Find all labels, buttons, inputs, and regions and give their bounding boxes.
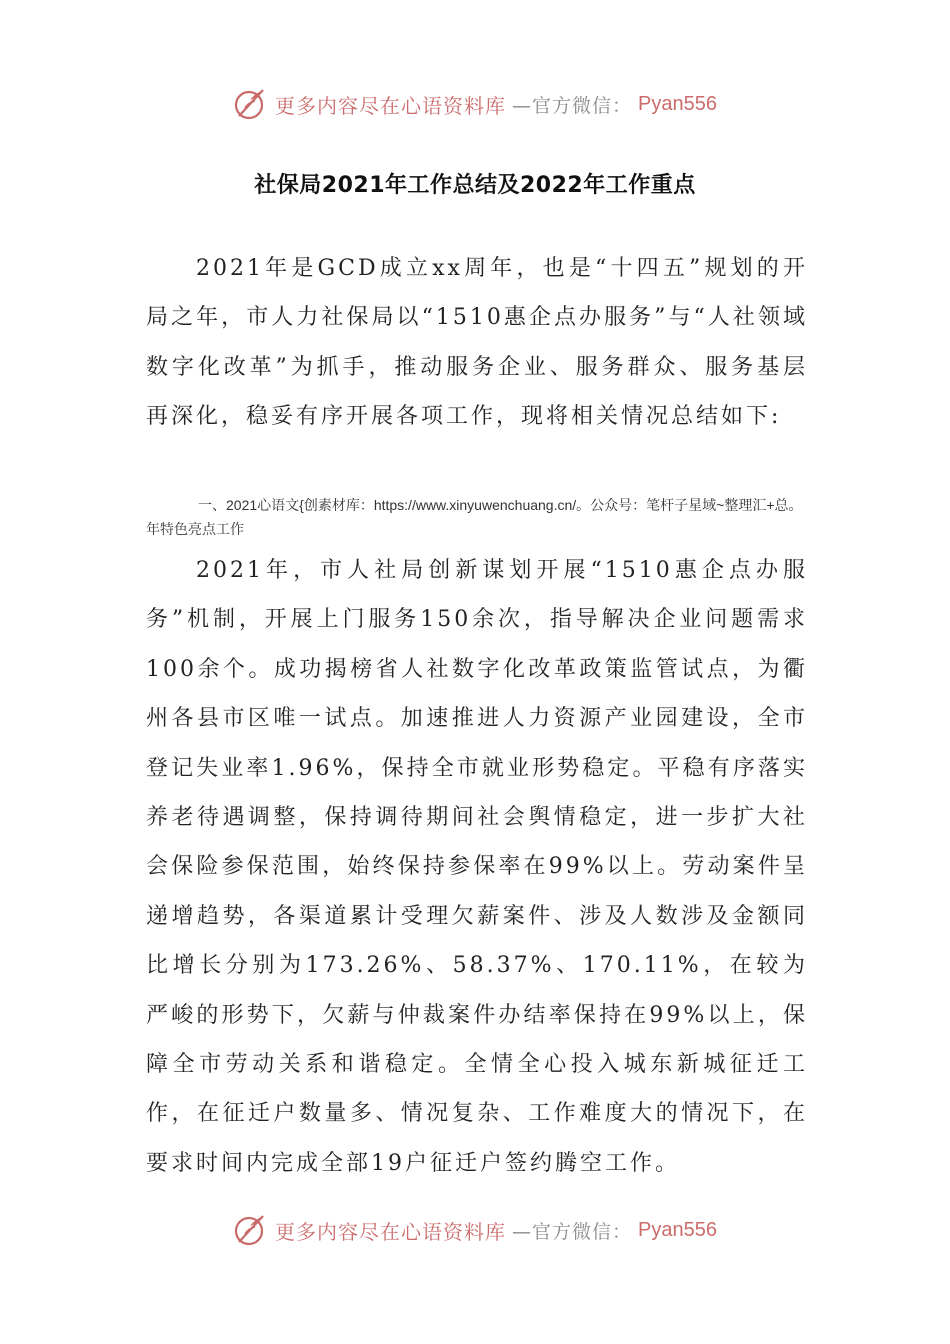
- paragraph-intro: 2021年是GCD成立xx周年，也是“十四五”规划的开局之年，市人力社保局以“1510惠企点办服务”与“人社领域数字化改革”为抓手，推动服务企业、服务群众、服务基层再深化，稳妥有序开展各项工作，现将相关情况总结如下:: [146, 256, 808, 430]
- footer-watermark: [0, 1210, 950, 1250]
- watermark-main-text: 更多内容尽在心语资料库: [275, 93, 506, 118]
- paragraph-highlights: 2021年，市人社局创新谋划开展“1510惠企点办服务”机制，开展上门服务150余次，指导解决企业问题需求100余个。成功揭榜省人社数字化改革政策监管试点，为衢州各县市区唯一试点。加速推进人力资源产业园建设，全市登记失业率1.96%，保持全市就业形势稳定。平稳有序落实养老待遇调整，保持调待期间社会舆情稳定，进一步扩大社会保险参保范围，始终保持参保率在99%以上。劳动案件呈递增趋势，各渠道累计受理欠薪案件、涉及人数涉及金额同比增长分别为173.26%、58.37%、170.11%，在较为严峻的形势下，欠薪与仲裁案件办结率保持在99%以上，保障全市劳动关系和谐稳定。全情全心投入城东新城征迁工作，在征迁户数量多、情况复杂、工作难度大的情况下，在要求时间内完成全部19户征迁户签约腾空工作。: [146, 558, 808, 1176]
- header-watermark: [0, 84, 950, 124]
- document-title: 社保局2021年工作总结及2022年工作重点: [254, 173, 696, 198]
- watermark-main-text: 更多内容尽在心语资料库: [275, 1219, 506, 1244]
- section-heading-note: 一、2021心语文{创素材库：https://www.xinyuwenchuang.cn/。公众号：笔杆子星域~整理汇+总。年特色亮点工作: [146, 497, 803, 537]
- quill-logo-icon: [233, 86, 269, 122]
- watermark-wechat-id: Pyan556: [638, 1218, 717, 1241]
- watermark-tail-text: —官方微信：: [512, 94, 633, 117]
- quill-logo-icon: [233, 1212, 269, 1248]
- watermark-wechat-id: Pyan556: [638, 92, 717, 115]
- watermark-tail-text: —官方微信：: [512, 1220, 633, 1243]
